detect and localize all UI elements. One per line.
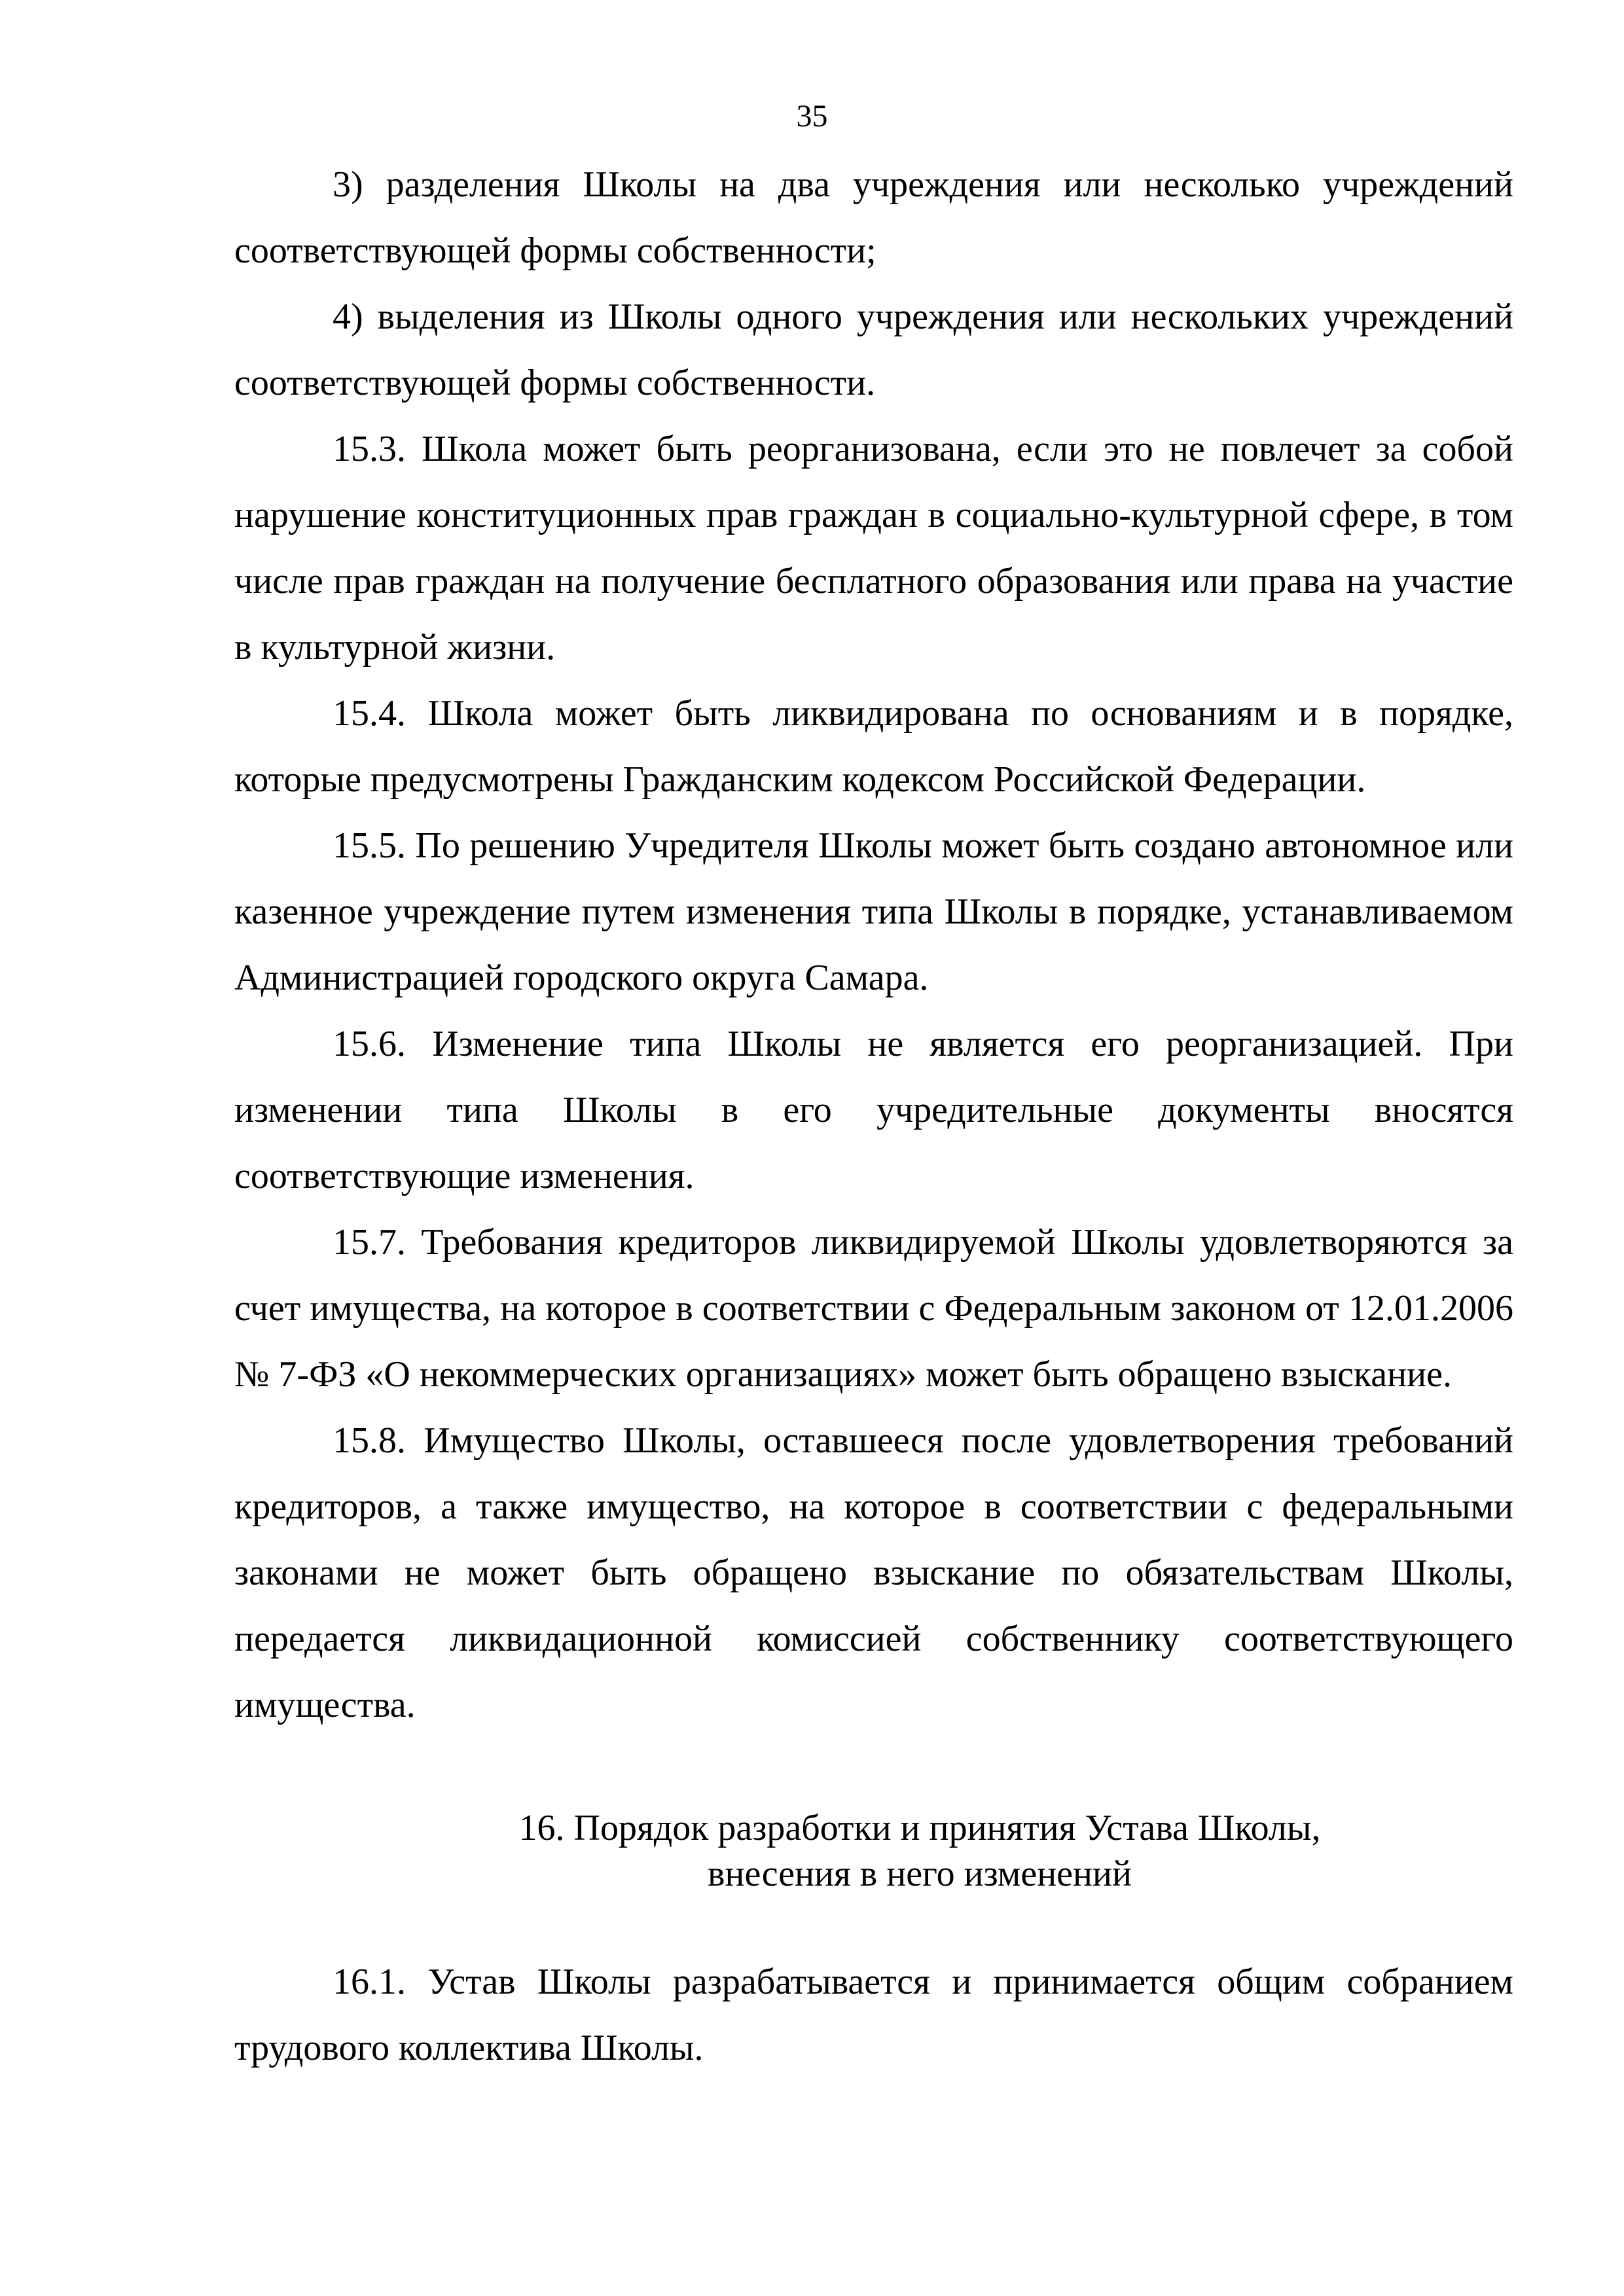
paragraph-15-7: 15.7. Требования кредиторов ликвидируемой Школы удовлетворяются за счет имущества, на которое в соответствии с Федеральным законом от 12.01.2006 № 7-ФЗ «О некоммерческих организациях» может быть обращено взыскание. xyxy=(234,1222,1513,1395)
paragraph-15-3: 15.3. Школа может быть реорганизована, если это не повлечет за собой нарушение конституционных прав граждан в социально-культурной сфере, в том числе прав граждан на получение бесплатного образования или права на участие в культурной жизни. xyxy=(234,429,1513,668)
paragraph-item-3: 3) разделения Школы на два учреждения или несколько учреждений соответствующей формы собственности; xyxy=(234,164,1513,271)
paragraph-16-1: 16.1. Устав Школы разрабатывается и принимается общим собранием трудового коллектива Школы. xyxy=(234,1962,1513,2068)
document-body xyxy=(234,152,1513,2081)
page-number: 35 xyxy=(796,99,828,134)
paragraph-15-8: 15.8. Имущество Школы, оставшееся после удовлетворения требований кредиторов, а также имущество, на которое в соответствии с федеральными законами не может быть обращено взыскание по обязательствам Школы, передается ликвидационной комиссией собственнику соответствующего имущества. xyxy=(234,1420,1513,1725)
paragraph-15-6: 15.6. Изменение типа Школы не является его реорганизацией. При изменении типа Школы в его учредительные документы вносятся соответствующие изменения. xyxy=(234,1024,1513,1196)
paragraph-item-4: 4) выделения из Школы одного учреждения или нескольких учреждений соответствующей формы собственности. xyxy=(234,296,1513,403)
section-heading-line-1: 16. Порядок разработки и принятия Устава Школы, xyxy=(518,1808,1321,1848)
paragraph-15-4: 15.4. Школа может быть ликвидирована по основаниям и в порядке, которые предусмотрены Гражданским кодексом Российской Федерации. xyxy=(234,693,1513,800)
section-heading xyxy=(234,1805,1513,1897)
section-heading-line-2: внесения в него изменений xyxy=(708,1854,1132,1894)
paragraph-15-5: 15.5. По решению Учредителя Школы может быть создано автономное или казенное учреждение путем изменения типа Школы в порядке, устанавливаемом Администрацией городского округа Самара. xyxy=(234,825,1513,998)
